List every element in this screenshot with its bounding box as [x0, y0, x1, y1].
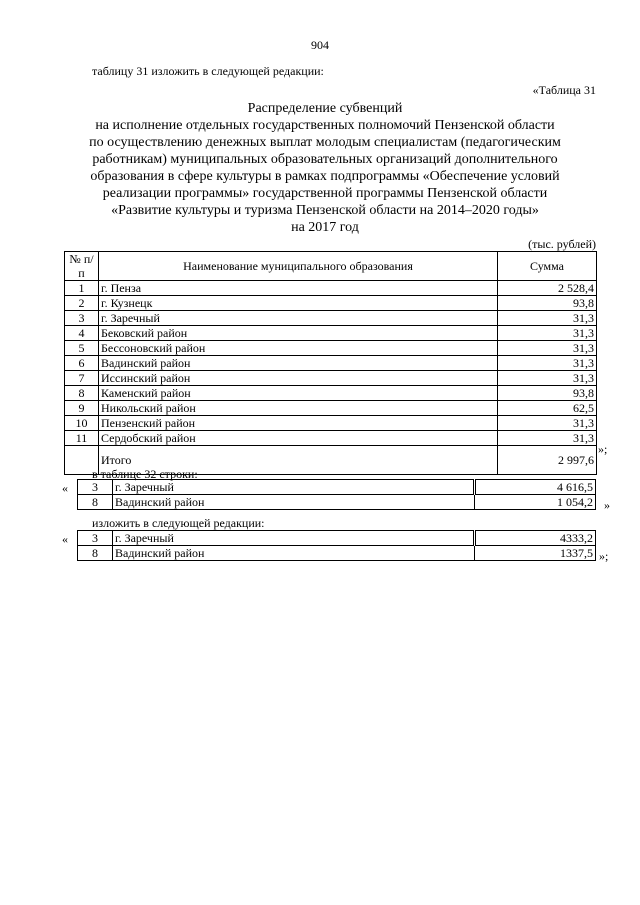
- subtitle-line: «Развитие культуры и туризма Пензенской области на 2014–2020 годы»: [111, 203, 539, 218]
- row-sum: 31,3: [498, 356, 597, 371]
- row-name: г. Кузнецк: [99, 296, 498, 311]
- row-name: Бековский район: [99, 326, 498, 341]
- row-name: г. Заречный: [113, 531, 475, 546]
- row-sum: 31,3: [498, 416, 597, 431]
- row-number: 9: [65, 401, 99, 416]
- row-number: 5: [65, 341, 99, 356]
- row-sum: 4333,2: [475, 531, 596, 546]
- subtitle-line: по осуществлению денежных выплат молодым специалистам (педагогическим: [89, 135, 561, 150]
- subtitle-line: реализации программы» государственной программы Пензенской области: [102, 186, 548, 201]
- row-name: Каменский район: [99, 386, 498, 401]
- row-name: Никольский район: [99, 401, 498, 416]
- row-name: г. Заречный: [99, 311, 498, 326]
- page-number: 904: [311, 38, 329, 52]
- table-row: [78, 495, 596, 510]
- document-title: Распределение субвенций: [247, 101, 403, 116]
- old-rows-close-quote: »: [604, 498, 610, 512]
- row-number: 11: [65, 431, 99, 446]
- table-row: [65, 431, 597, 446]
- row-name: г. Заречный: [113, 480, 475, 495]
- table-row: [65, 311, 597, 326]
- row-number: 2: [65, 296, 99, 311]
- row-number: 1: [65, 281, 99, 296]
- table-row: [65, 341, 597, 356]
- table-header-row: [65, 252, 597, 281]
- header-number: № п/п: [65, 252, 99, 281]
- row-sum: 93,8: [498, 386, 597, 401]
- table-row: [65, 416, 597, 431]
- table-label: «Таблица 31: [532, 83, 596, 97]
- subtitle-line: образования в сфере культуры в рамках подпрограммы «Обеспечение условий: [90, 169, 560, 184]
- new-rows-table: [77, 530, 596, 561]
- table-row: [78, 480, 596, 495]
- row-sum: 4 616,5: [475, 480, 596, 495]
- row-sum: 31,3: [498, 341, 597, 356]
- table-row: [65, 296, 597, 311]
- units-label: (тыс. рублей): [528, 237, 596, 251]
- row-number: 4: [65, 326, 99, 341]
- table-32-intro: в таблице 32 строки:: [92, 467, 198, 481]
- row-number: 3: [65, 311, 99, 326]
- intro-text: таблицу 31 изложить в следующей редакции:: [92, 64, 324, 78]
- table-row: [65, 386, 597, 401]
- title-block: [60, 100, 590, 236]
- row-name: Сердобский район: [99, 431, 498, 446]
- row-sum: 31,3: [498, 311, 597, 326]
- row-number: 10: [65, 416, 99, 431]
- row-name: Вадинский район: [113, 546, 475, 561]
- row-sum: 62,5: [498, 401, 597, 416]
- table-row: [65, 371, 597, 386]
- row-sum: 1337,5: [475, 546, 596, 561]
- row-number: 8: [65, 386, 99, 401]
- table-31: [64, 251, 597, 475]
- row-name: Бессоновский район: [99, 341, 498, 356]
- header-sum: Сумма: [498, 252, 597, 281]
- table-row: [78, 531, 596, 546]
- header-name: Наименование муниципального образования: [99, 252, 498, 281]
- row-number: 3: [78, 531, 113, 546]
- replace-text: изложить в следующей редакции:: [92, 516, 265, 530]
- row-name: г. Пенза: [99, 281, 498, 296]
- subtitle-line: на 2017 год: [291, 220, 359, 235]
- row-number: 8: [78, 495, 113, 510]
- row-sum: 31,3: [498, 431, 597, 446]
- row-name: Пензенский район: [99, 416, 498, 431]
- row-name: Вадинский район: [113, 495, 475, 510]
- table-row: [65, 356, 597, 371]
- table-row: [78, 546, 596, 561]
- row-name: Вадинский район: [99, 356, 498, 371]
- table-row: [65, 326, 597, 341]
- row-sum: 2 528,4: [498, 281, 597, 296]
- old-rows-table: [77, 479, 596, 510]
- row-sum: 93,8: [498, 296, 597, 311]
- row-number: 7: [65, 371, 99, 386]
- total-label: Итого: [99, 446, 498, 475]
- row-name: Иссинский район: [99, 371, 498, 386]
- table-row: [65, 281, 597, 296]
- table-31-close-quote: »;: [598, 442, 608, 456]
- row-number: 8: [78, 546, 113, 561]
- row-sum: 31,3: [498, 371, 597, 386]
- row-sum: 1 054,2: [475, 495, 596, 510]
- row-sum: 31,3: [498, 326, 597, 341]
- total-sum: 2 997,6: [498, 446, 597, 475]
- subtitle-line: на исполнение отдельных государственных полномочий Пензенской области: [95, 118, 555, 133]
- row-number: 3: [78, 480, 113, 495]
- row-number: 6: [65, 356, 99, 371]
- table-row: [65, 401, 597, 416]
- new-rows-close-quote: »;: [599, 549, 609, 563]
- old-rows-open-quote: «: [62, 481, 68, 495]
- subtitle-line: работникам) муниципальных образовательных организаций дополнительного: [92, 152, 558, 167]
- new-rows-open-quote: «: [62, 532, 68, 546]
